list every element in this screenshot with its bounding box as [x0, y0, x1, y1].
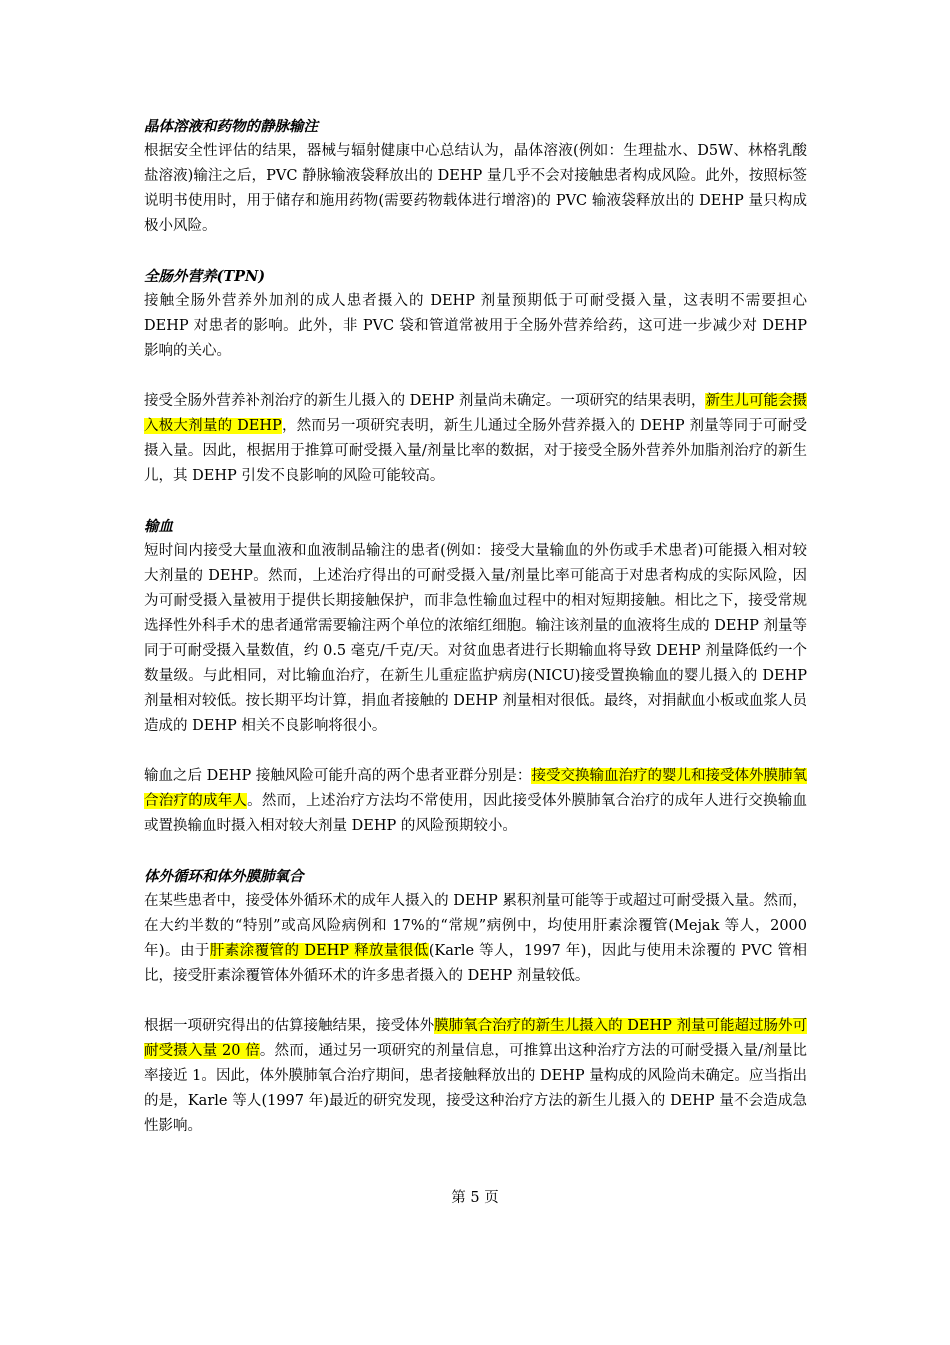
- paragraph: [144, 389, 807, 489]
- document-body: [144, 114, 807, 1164]
- text-segment: (Karle 等人，1997 年)，因此与使用未涂覆的 PVC 管相比，接受肝素涂覆管体外循环术的许多患者摄入的 DEHP 剂量较低。: [144, 943, 807, 984]
- paragraph-gap: [144, 989, 807, 1014]
- text-segment: 接触全肠外营养外加剂的成人患者摄入的 DEHP 剂量预期低于可耐受摄入量，这表明不需要担心 DEHP 对患者的影响。此外，非 PVC 袋和管道常被用于全肠外营养给药，这可进一步减少对 DEHP 影响的关心。: [144, 293, 807, 359]
- text-segment: 根据安全性评估的结果，器械与辐射健康中心总结认为，晶体溶液(例如：生理盐水、D5W、林格乳酸盐溶液)输注之后，PVC 静脉输液袋释放出的 DEHP 量几乎不会对接触患者构成风险。此外，按照标签说明书使用时，用于储存和施用药物(需要药物载体进行增溶)的 PVC 输液袋释放出的 DEHP 量只构成极小风险。: [144, 143, 807, 234]
- paragraph-gap: [144, 239, 807, 264]
- highlighted-text: 接受交换输血治疗的婴儿和接受体外膜肺氧合治疗的成年人: [144, 768, 808, 809]
- page-number: 第 5 页: [451, 1190, 499, 1206]
- text-segment: 短时间内接受大量血液和血液制品输注的患者(例如：接受大量输血的外伤或手术患者)可能摄入相对较大剂量的 DEHP。然而，上述治疗得出的可耐受摄入量/剂量比率可能高于对患者构成的实际风险，因为可耐受摄入量被用于提供长期接触保护，而非急性输血过程中的相对短期接触。相比之下，接受常规选择性外科手术的患者通常需要输注两个单位的浓缩红细胞。输注该剂量的血液将生成的 DEHP 剂量等同于可耐受摄入量数值，约 0.5 毫克/千克/天。对贫血患者进行长期输血将导致 DEHP 剂量降低约一个数量级。与此相同，对比输血治疗，在新生儿重症监护病房(NICU)接受置换输血的婴儿摄入的 DEHP 剂量相对较低。按长期平均计算，捐血者接触的 DEHP 剂量相对很低。最终，对捐献血小板或血浆人员造成的 DEHP 相关不良影响将很小。: [144, 543, 807, 734]
- section: [144, 114, 807, 264]
- text-segment: 。然而，通过另一项研究的剂量信息，可推算出这种治疗方法的可耐受摄入量/剂量比率接近 1。因此，体外膜肺氧合治疗期间，患者接触释放出的 DEHP 量构成的风险尚未确定。应当指出的是，Karle 等人(1997 年)最近的研究发现，接受这种治疗方法的新生儿摄入的 DEHP 量不会造成急性影响。: [144, 1043, 807, 1134]
- paragraph: [144, 139, 807, 239]
- highlighted-text: 新生儿可能会摄入极大剂量的 DEHP: [144, 393, 808, 434]
- section-heading: 全肠外营养(TPN): [144, 268, 266, 285]
- paragraph-gap: [144, 1139, 807, 1164]
- highlighted-text: 膜肺氧合治疗的新生儿摄入的 DEHP 剂量可能超过肠外可耐受摄入量 20 倍: [144, 1018, 807, 1059]
- paragraph-gap: [144, 839, 807, 864]
- highlighted-text: 肝素涂覆管的 DEHP 释放量很低: [209, 943, 429, 959]
- paragraph-gap: [144, 489, 807, 514]
- paragraph-gap: [144, 364, 807, 389]
- paragraph: [144, 289, 807, 364]
- section-heading: 体外循环和体外膜肺氧合: [144, 868, 304, 885]
- section-heading: 晶体溶液和药物的静脉输注: [144, 118, 318, 135]
- paragraph: [144, 889, 807, 989]
- text-segment: 接受全肠外营养补剂治疗的新生儿摄入的 DEHP 剂量尚未确定。一项研究的结果表明，: [144, 393, 706, 409]
- text-segment: 。然而，上述治疗方法均不常使用，因此接受体外膜肺氧合治疗的成年人进行交换输血或置换输血时摄入相对较大剂量 DEHP 的风险预期较小。: [144, 793, 807, 834]
- paragraph-gap: [144, 739, 807, 764]
- paragraph: [144, 764, 807, 839]
- paragraph: [144, 539, 807, 739]
- section: [144, 514, 807, 864]
- text-segment: 输血之后 DEHP 接触风险可能升高的两个患者亚群分别是：: [144, 768, 532, 784]
- text-segment: ，然而另一项研究表明，新生儿通过全肠外营养摄入的 DEHP 剂量等同于可耐受摄入量。因此，根据用于推算可耐受摄入量/剂量比率的数据，对于接受全肠外营养外加脂剂治疗的新生儿，其 DEHP 引发不良影响的风险可能较高。: [144, 418, 807, 484]
- text-segment: 在某些患者中，接受体外循环术的成年人摄入的 DEHP 累积剂量可能等于或超过可耐受摄入量。然而，在大约半数的“特别”或高风险病例和 17%的“常规”病例中，均使用肝素涂覆管(Mejak 等人，2000 年)。由于: [144, 893, 807, 959]
- section: [144, 264, 807, 514]
- section: [144, 864, 807, 1164]
- text-segment: 根据一项研究得出的估算接触结果，接受体外: [144, 1018, 435, 1034]
- section-heading: 输血: [144, 518, 173, 535]
- paragraph: [144, 1014, 807, 1139]
